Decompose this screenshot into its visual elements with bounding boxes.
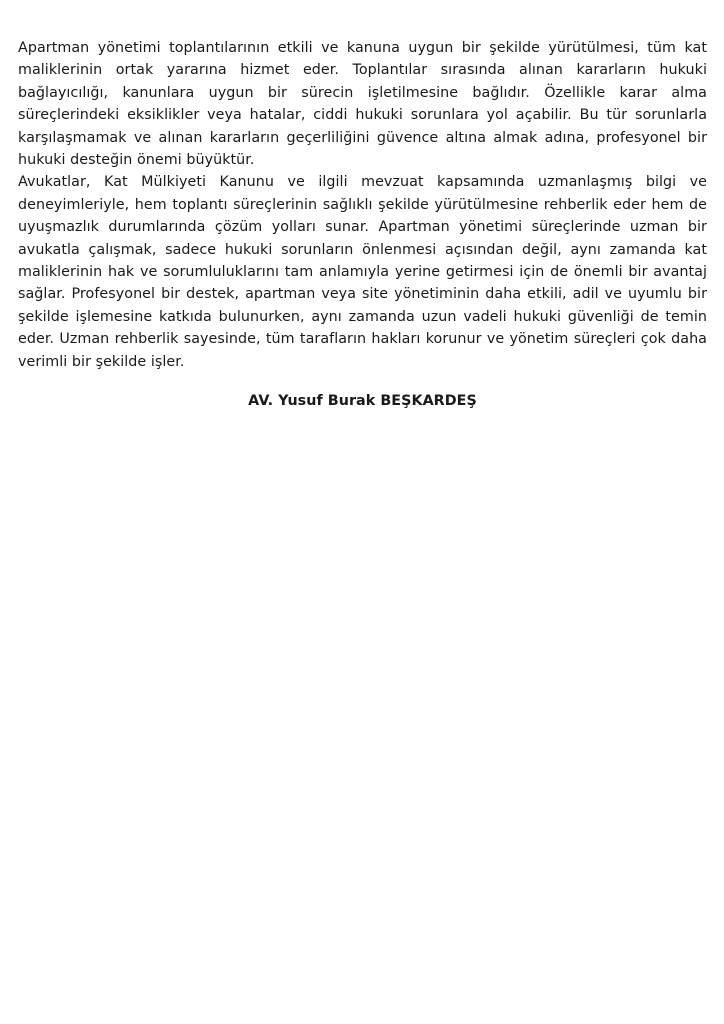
document-page xyxy=(18,37,707,413)
author-signature: AV. Yusuf Burak BEŞKARDEŞ xyxy=(248,393,477,410)
paragraph-1: Apartman yönetimi toplantılarının etkili ve kanuna uygun bir şekilde yürütülmesi, tüm kat maliklerinin ortak yararına hizmet eder. Toplantılar sırasında alınan kararların hukuki bağlayıcılığı, kanunlara uygun bir sürecin işletilmesine bağlıdır. Özellikle karar alma süreçlerindeki eksiklikler veya hatalar, ciddi hukuki sorunlara yol açabilir. Bu tür sorunlarla karşılaşmamak ve alınan kararların geçerliliğini güvence altına almak adına, profesyonel bir hukuki desteğin önemi büyüktür. xyxy=(18,40,707,169)
paragraph-2: Avukatlar, Kat Mülkiyeti Kanunu ve ilgili mevzuat kapsamında uzmanlaşmış bilgi ve deneyimleriyle, hem toplantı süreçlerinin sağlıklı şekilde yürütülmesine rehberlik eder hem de uyuşmazlık durumlarında çözüm yolları sunar. Apartman yönetimi süreçlerinde uzman bir avukatla çalışmak, sadece hukuki sorunların önlenmesi açısından değil, aynı zamanda kat maliklerinin hak ve sorumluluklarını tam anlamıyla yerine getirmesi için de önemli bir avantaj sağlar. Profesyonel bir destek, apartman veya site yönetiminin daha etkili, adil ve uyumlu bir şekilde işlemesine katkıda bulunurken, aynı zamanda uzun vadeli hukuki güvenliği de temin eder. Uzman rehberlik sayesinde, tüm tarafların hakları korunur ve yönetim süreçleri çok daha verimli bir şekilde işler. xyxy=(18,174,707,370)
